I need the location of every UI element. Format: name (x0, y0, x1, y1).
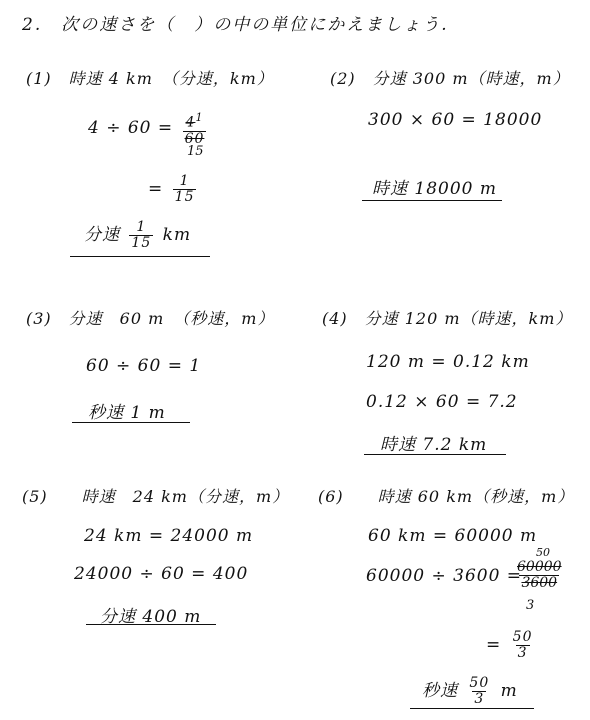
problem-5-label: (5) 時速 24 km（分速，m） (22, 487, 290, 506)
problem-1-fraction-1 (183, 110, 207, 147)
problem-4-work-line-1: 120 m = 0.12 km (366, 352, 530, 372)
problem-6-fraction-2-den: 3 (517, 645, 528, 661)
problem-3-work-line-1: 60 ÷ 60 = 1 (86, 356, 202, 376)
problem-5-work-line-1: 24 km = 24000 m (84, 526, 254, 546)
problem-6-answer-den: 3 (474, 691, 485, 707)
problem-1-work-line-2 (148, 174, 199, 205)
problem-6-num-cancel: 50 (536, 546, 550, 559)
problem-6-answer-unit: m (500, 681, 518, 701)
problem-1-answer-num: 1 (136, 219, 147, 235)
problem-5-work-line-2: 24000 ÷ 60 = 400 (74, 564, 249, 584)
problem-1-answer-fraction (129, 220, 153, 251)
problem-6-fraction-1 (512, 560, 567, 591)
problem-6-fraction-2-num: 50 (512, 629, 533, 645)
problem-4-answer: 時速 7.2 km (380, 435, 488, 455)
problem-1-answer-den: 15 (131, 235, 152, 251)
problem-1-fraction-2-den: 15 (174, 189, 195, 205)
problem-1-answer (84, 220, 191, 251)
problem-1-label: (1) 時速 4 km （分速，km） (26, 69, 274, 88)
problem-1-fraction-2-num: 1 (179, 173, 190, 189)
problem-2-answer-underline (362, 200, 502, 201)
problem-6-work-line-3 (486, 630, 537, 661)
problem-6-fraction-1-num: 60000 (517, 559, 562, 575)
problem-1-fraction-1-num: 4 (185, 114, 196, 131)
problem-1-answer-underline (70, 256, 210, 257)
problem-1-line-1-left: 4 ÷ 60 = (88, 117, 174, 138)
problem-6-line-3-left: = (486, 635, 502, 655)
problem-1-fraction-1-den: 60 (184, 130, 205, 147)
problem-1-answer-unit: km (162, 225, 192, 245)
problem-6-work-line-1: 60 km = 60000 m (368, 526, 538, 546)
problem-6-fraction-2 (511, 630, 535, 661)
problem-4-label: (4) 分速 120 m（時速，km） (322, 309, 573, 328)
problem-6-answer-prefix: 秒速 (422, 681, 458, 701)
problem-6-answer (422, 676, 518, 707)
problem-2-work-line-1: 300 × 60 = 18000 (368, 110, 543, 130)
problem-6-label: (6) 時速 60 km（秒速，m） (318, 487, 575, 506)
problem-1-answer-prefix: 分速 (84, 225, 120, 245)
problem-6-answer-num: 50 (469, 675, 490, 691)
problem-6-fraction-1-den: 3600 (521, 575, 558, 591)
problem-1-den-cancel: 15 (187, 144, 204, 159)
worksheet-title: 2. 次の速さを（ ）の中の単位にかえましょう. (22, 15, 449, 35)
problem-6-answer-underline (410, 708, 534, 709)
problem-3-answer: 秒速 1 m (88, 403, 166, 423)
problem-5-answer-underline (86, 624, 216, 625)
problem-4-answer-underline (364, 454, 506, 455)
problem-3-label: (3) 分速 60 m （秒速，m） (26, 309, 275, 328)
problem-1-fraction-1-num-cancel: 1 (195, 111, 204, 124)
problem-6-work-line-2: 60000 ÷ 3600 = (366, 566, 523, 586)
problem-3-answer-underline (72, 422, 190, 423)
problem-6-answer-fraction (467, 676, 491, 707)
problem-2-answer: 時速 18000 m (372, 179, 498, 199)
problem-4-work-line-2: 0.12 × 60 = 7.2 (366, 392, 518, 412)
problem-1-fraction-2 (173, 174, 197, 205)
problem-1-line-2-left: = (148, 179, 164, 199)
problem-5-answer: 分速 400 m (100, 607, 202, 627)
problem-1-work-line-1 (88, 110, 209, 147)
problem-2-label: (2) 分速 300 m（時速，m） (330, 69, 570, 88)
problem-6-den-cancel: 3 (526, 598, 535, 613)
